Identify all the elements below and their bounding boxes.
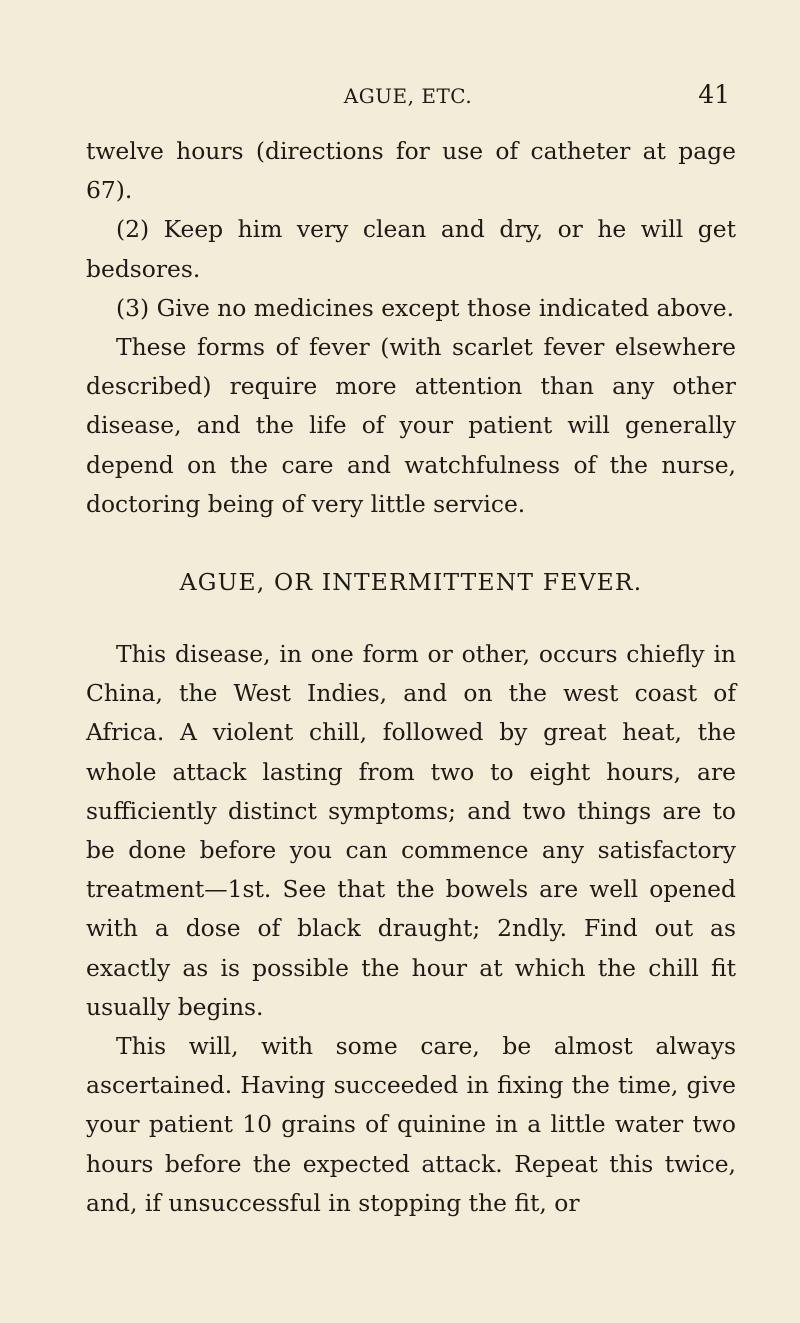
paragraph-continuation: twelve hours (directions for use of catheter at page 67). (86, 137, 736, 205)
section-heading: AGUE, OR INTERMITTENT FEVER. (179, 568, 643, 597)
running-head (86, 80, 730, 108)
paragraph-ague-treatment: This will, with some care, be almost always ascertained. Having succeeded in fixing the time, give your patient 10 grains of quinine in a little water two hours before the expected attack. Repeat this twice, and, if unsuccessful in stopping the fit, or (86, 1032, 736, 1217)
paragraph-fever-summary: These forms of fever (with scarlet fever elsewhere described) require more attention than any other disease, and the life of your patient will generally depend on the care and watchfulness of the nurse, doctoring being of very little service. (86, 333, 736, 518)
page-number: 41 (698, 80, 730, 109)
body-text (86, 132, 736, 1223)
paragraph-ague-description: This disease, in one form or other, occurs chiefly in China, the West Indies, and on the west coast of Africa. A violent chill, followed by great heat, the whole attack lasting from two to eight hours, are sufficiently distinct symptoms; and two things are to be done before you can commence any satisfactory treatment—1st. See that the bowels are well opened with a dose of black draught; 2ndly. Find out as exactly as is possible the hour at which the chill fit usually begins. (86, 640, 736, 1021)
paragraph-instruction-2: (2) Keep him very clean and dry, or he will get bedsores. (86, 215, 736, 283)
running-title: AGUE, ETC. (343, 84, 473, 108)
paragraph-instruction-3: (3) Give no medicines except those indicated above. (116, 293, 735, 322)
